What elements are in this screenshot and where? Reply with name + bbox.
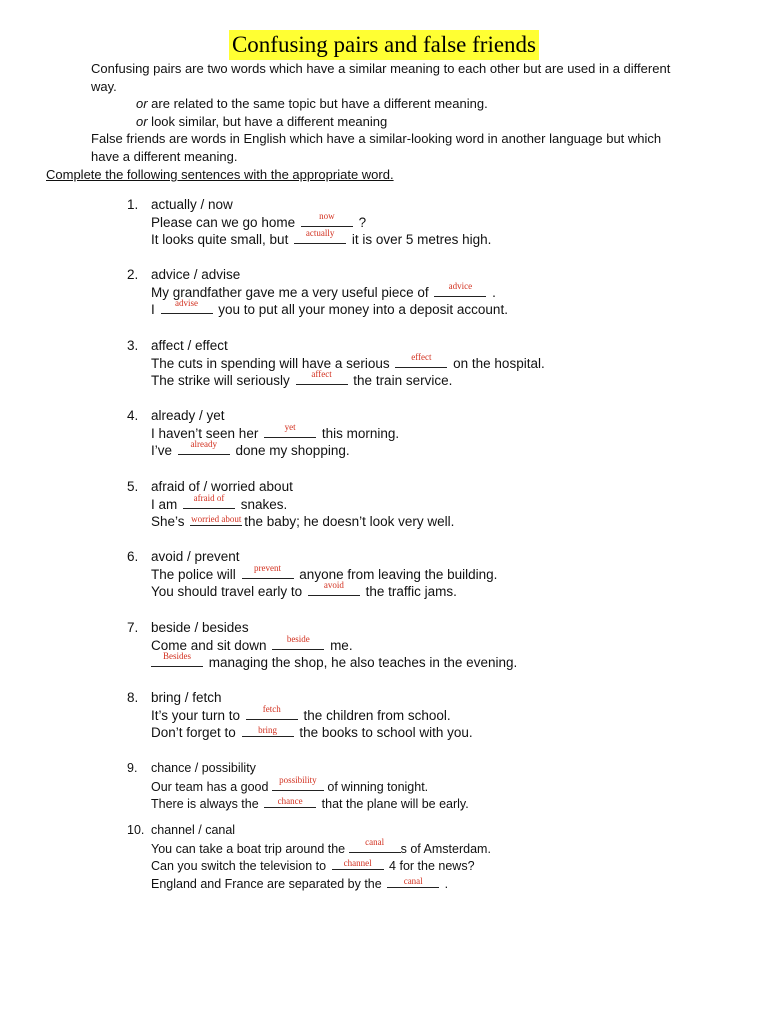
sentence-text: .	[488, 284, 496, 300]
question-number: 7.	[127, 620, 139, 635]
sentence-text: She’s	[151, 514, 189, 530]
answer-blank[interactable]	[296, 369, 348, 385]
question-heading: chance / possibility	[151, 761, 256, 775]
sentence-text: ?	[354, 214, 367, 230]
answer-blank[interactable]	[395, 351, 447, 368]
question-body	[151, 822, 711, 892]
sentence-1	[151, 210, 711, 232]
sentence-text: Please can we go home	[151, 214, 299, 230]
handwritten-answer: afraid of	[193, 492, 225, 503]
answer-blank[interactable]	[242, 562, 294, 579]
handwritten-answer: prevent	[254, 562, 282, 573]
question-heading: advice / advise	[151, 267, 241, 282]
sentence-text: You can take a boat trip around the	[151, 841, 349, 856]
sentence-1	[151, 836, 711, 858]
question-number: 6.	[127, 549, 139, 564]
question-number: 3.	[127, 338, 139, 353]
question-number: 5.	[127, 479, 139, 494]
answer-blank[interactable]	[434, 280, 486, 297]
sentence-text: 4 for the news?	[385, 859, 475, 874]
sentence-text: You should travel early to	[151, 584, 306, 600]
sentence-text: I’ve	[151, 443, 176, 459]
or-related-text: are related to the same topic but have a different meaning.	[147, 96, 488, 111]
sentence-text: anyone from leaving the building.	[295, 566, 498, 582]
handwritten-answer: yet	[284, 421, 296, 432]
sentence-text: this morning.	[318, 425, 400, 441]
question-number: 9.	[127, 761, 138, 775]
question-heading: avoid / prevent	[151, 549, 240, 564]
sentence-1	[151, 633, 711, 655]
sentence-2	[151, 724, 711, 742]
question-body	[151, 548, 711, 601]
sentence-text: the baby; he doesn’t look very well.	[244, 514, 455, 530]
sentence-2	[151, 651, 711, 672]
sentence-text: snakes.	[237, 496, 288, 512]
answer-blank[interactable]	[246, 703, 298, 720]
sentence-text: Can you switch the television to	[151, 859, 330, 874]
sentence-text: Come and sit down	[151, 637, 271, 653]
sentence-2	[151, 298, 711, 319]
answer-blank[interactable]	[161, 298, 213, 314]
handwritten-answer: effect	[411, 351, 432, 362]
sentence-text: It’s your turn to	[151, 707, 244, 723]
sentence-text: managing the shop, he also teaches in the evening.	[205, 655, 518, 671]
handwritten-answer: beside	[286, 633, 310, 644]
sentence-1	[151, 492, 711, 514]
sentence-text: the traffic jams.	[361, 584, 457, 600]
or-word: or	[136, 113, 148, 129]
sentence-text: you to put all your money into a deposit account.	[214, 302, 508, 318]
answer-blank[interactable]	[151, 651, 203, 667]
answer-blank[interactable]	[332, 857, 384, 870]
answer-blank[interactable]	[301, 210, 353, 227]
answer-blank[interactable]	[178, 439, 230, 455]
sentence-2	[151, 513, 711, 531]
handwritten-answer: bring	[258, 725, 278, 736]
sentence-2	[151, 439, 711, 460]
page-title: Confusing pairs and false friends	[229, 30, 539, 60]
sentence-1	[151, 280, 711, 302]
sentence-text: Our team has a good	[151, 779, 272, 794]
handwritten-answer: canal	[365, 836, 385, 847]
question-heading: already / yet	[151, 408, 225, 423]
sentence-text: I am	[151, 496, 182, 512]
sentence-3	[151, 875, 711, 893]
handwritten-answer: advise	[175, 298, 199, 309]
sentence-text: the train service.	[349, 373, 453, 389]
sentence-2	[151, 857, 711, 875]
handwritten-answer: Besides	[163, 651, 191, 662]
sentence-text: .	[441, 876, 449, 891]
sentence-text: It looks quite small, but	[151, 232, 293, 248]
question-number: 2.	[127, 267, 139, 282]
question-body	[151, 689, 711, 742]
intro-paragraph-false-friends: False friends are words in English which have a similar-looking word in another language but which have a different meaning.	[91, 131, 662, 164]
sentence-1	[151, 703, 711, 725]
handwritten-answer: actually	[305, 228, 335, 239]
or-look-similar-text: look similar, but have a different meaning	[147, 113, 388, 129]
sentence-text: the books to school with you.	[295, 725, 473, 741]
title-container	[0, 30, 768, 60]
question-heading: bring / fetch	[151, 690, 222, 705]
sentence-text: The strike will seriously	[151, 373, 294, 389]
sentence-2	[151, 795, 711, 813]
sentence-text: Don’t forget to	[151, 725, 240, 741]
question-heading: channel / canal	[151, 823, 236, 837]
intro-text	[91, 60, 691, 165]
sentence-2	[151, 369, 711, 390]
sentence-text: There is always the	[151, 797, 263, 812]
intro-or-related	[91, 95, 691, 113]
sentence-text: s of Amsterdam.	[400, 841, 491, 856]
question-number: 4.	[127, 408, 139, 423]
answer-blank[interactable]	[190, 513, 242, 526]
sentence-1	[151, 562, 711, 584]
sentence-text: on the hospital.	[449, 355, 545, 371]
handwritten-answer: already	[190, 439, 218, 450]
question-body	[151, 760, 711, 813]
question-number: 8.	[127, 690, 139, 705]
sentence-text: me.	[326, 637, 353, 653]
sentence-text: I	[151, 302, 159, 318]
sentence-text: of winning tonight.	[323, 779, 429, 794]
question-body	[151, 619, 711, 672]
answer-blank[interactable]	[242, 724, 294, 737]
answer-blank[interactable]	[387, 875, 439, 888]
question-body	[151, 196, 711, 249]
sentence-1	[151, 351, 711, 373]
sentence-text: My grandfather gave me a very useful piece of	[151, 284, 433, 300]
sentence-1	[151, 774, 711, 796]
sentence-text: the children from school.	[299, 707, 451, 723]
sentence-text: that the plane will be early.	[318, 797, 469, 812]
question-body	[151, 337, 711, 390]
answer-blank[interactable]	[272, 774, 324, 791]
sentence-text: done my shopping.	[231, 443, 350, 459]
answer-blank[interactable]	[264, 421, 316, 438]
sentence-text: The cuts in spending will have a serious	[151, 355, 394, 371]
intro-or-look-similar	[91, 113, 691, 131]
sentence-1	[151, 421, 711, 443]
answer-blank[interactable]	[349, 836, 401, 853]
question-body	[151, 407, 711, 460]
question-heading: actually / now	[151, 197, 233, 212]
sentence-2	[151, 228, 711, 249]
sentence-2	[151, 580, 711, 601]
handwritten-answer: avoid	[323, 580, 344, 591]
answer-blank[interactable]	[183, 492, 235, 509]
intro-paragraph-confusing-pairs: Confusing pairs are two words which have a similar meaning to each other but are used in a different way.	[91, 61, 671, 94]
question-number: 10.	[127, 823, 145, 837]
question-body	[151, 478, 711, 531]
question-heading: beside / besides	[151, 620, 249, 635]
handwritten-answer: chance	[277, 796, 303, 807]
sentence-text: it is over 5 metres high.	[348, 232, 492, 248]
answer-blank[interactable]	[264, 795, 316, 808]
handwritten-answer: worried about	[191, 514, 242, 525]
handwritten-answer: affect	[311, 369, 332, 380]
question-number: 1.	[127, 197, 139, 212]
answer-blank[interactable]	[308, 580, 360, 596]
handwritten-answer: advice	[448, 280, 473, 291]
answer-blank[interactable]	[294, 228, 346, 244]
handwritten-answer: possibility	[279, 774, 317, 785]
handwritten-answer: fetch	[262, 703, 281, 714]
sentence-text: England and France are separated by the	[151, 876, 386, 891]
sentence-text: The police will	[151, 566, 240, 582]
or-word: or	[136, 96, 148, 111]
question-body	[151, 266, 711, 319]
answer-blank[interactable]	[272, 633, 324, 650]
question-heading: afraid of / worried about	[151, 479, 293, 494]
sentence-text: I haven’t seen her	[151, 425, 263, 441]
question-heading: affect / effect	[151, 338, 228, 353]
handwritten-answer: channel	[343, 858, 372, 869]
instruction: Complete the following sentences with the appropriate word.	[46, 167, 394, 182]
handwritten-answer: now	[319, 210, 335, 221]
handwritten-answer: canal	[403, 875, 423, 886]
